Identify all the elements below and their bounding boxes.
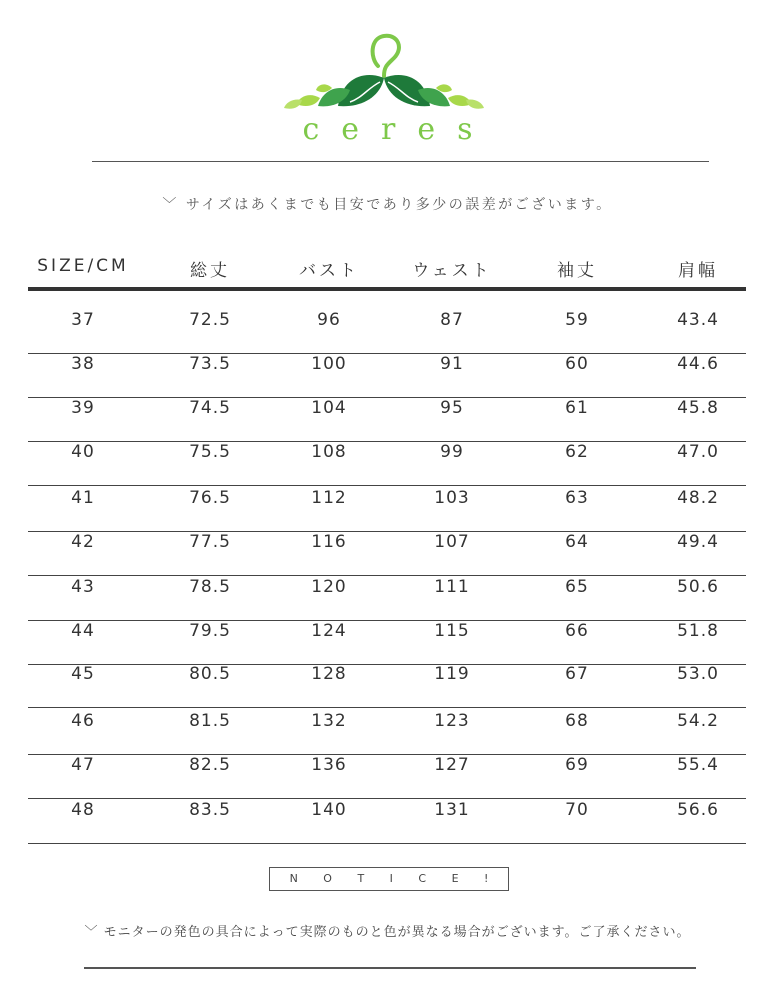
cell-size: 45 [71,664,95,684]
brand-name: ceres [302,112,495,147]
cell-length: 76.5 [189,488,231,508]
cell-sleeve: 59 [565,310,589,330]
cell-size: 44 [71,621,95,641]
cell-length: 72.5 [189,310,231,330]
color-disclaimer: ﹀ モニターの発色の具合によって実際のものと色が異なる場合がございます。ご了承ください。 [84,925,691,940]
header-length: 総丈 [190,261,230,281]
cell-length: 83.5 [189,800,231,820]
cell-length: 78.5 [189,577,231,597]
cell-length: 82.5 [189,755,231,775]
row-divider [28,798,746,799]
table-row [28,664,746,708]
cell-shoulder: 51.8 [677,621,719,641]
cell-size: 40 [71,442,95,462]
notice-label: N O T I C E ! [269,867,509,891]
cell-sleeve: 67 [565,664,589,684]
cell-waist: 99 [440,442,464,462]
row-divider [28,485,746,486]
cell-size: 41 [71,488,95,508]
cell-shoulder: 48.2 [677,488,719,508]
table-row [28,532,746,576]
cell-bust: 136 [311,755,347,775]
cell-waist: 103 [434,488,470,508]
cell-bust: 124 [311,621,347,641]
cell-bust: 140 [311,800,347,820]
cell-shoulder: 43.4 [677,310,719,330]
cell-size: 46 [71,711,95,731]
cell-size: 43 [71,577,95,597]
cell-waist: 127 [434,755,470,775]
cell-sleeve: 63 [565,488,589,508]
cell-waist: 87 [440,310,464,330]
table-header [28,248,746,290]
header-sleeve: 袖丈 [557,261,597,281]
cell-waist: 91 [440,354,464,374]
cell-size: 37 [71,310,95,330]
cell-waist: 131 [434,800,470,820]
row-divider [28,575,746,576]
cell-size: 47 [71,755,95,775]
table-row [28,621,746,665]
cell-length: 80.5 [189,664,231,684]
header-waist: ウェスト [412,261,492,281]
cell-size: 42 [71,532,95,552]
cell-shoulder: 55.4 [677,755,719,775]
cell-length: 75.5 [189,442,231,462]
cell-waist: 95 [440,398,464,418]
table-row [28,488,746,532]
cell-bust: 104 [311,398,347,418]
size-disclaimer: ﹀ サイズはあくまでも目安であり多少の誤差がございます。 [162,197,613,213]
cell-sleeve: 65 [565,577,589,597]
cell-waist: 119 [434,664,470,684]
table-row [28,711,746,755]
table-row [28,310,746,354]
header-bust: バスト [299,261,359,281]
table-row [28,354,746,398]
cell-bust: 120 [311,577,347,597]
cell-waist: 111 [434,577,470,597]
row-divider [28,843,746,844]
cell-shoulder: 49.4 [677,532,719,552]
cell-shoulder: 45.8 [677,398,719,418]
cell-shoulder: 47.0 [677,442,719,462]
cell-waist: 115 [434,621,470,641]
table-row [28,577,746,621]
cell-sleeve: 68 [565,711,589,731]
cell-shoulder: 50.6 [677,577,719,597]
cell-sleeve: 64 [565,532,589,552]
table-row [28,755,746,799]
cell-sleeve: 60 [565,354,589,374]
cell-bust: 108 [311,442,347,462]
cell-bust: 112 [311,488,347,508]
cell-sleeve: 69 [565,755,589,775]
cell-sleeve: 66 [565,621,589,641]
cell-bust: 96 [317,310,341,330]
cell-shoulder: 44.6 [677,354,719,374]
cell-shoulder: 56.6 [677,800,719,820]
table-row [28,442,746,486]
brand-logo [280,28,495,146]
cell-size: 38 [71,354,95,374]
cell-sleeve: 70 [565,800,589,820]
top-divider [92,161,709,162]
cell-sleeve: 61 [565,398,589,418]
row-divider [28,707,746,708]
cell-shoulder: 54.2 [677,711,719,731]
header-divider [28,287,746,291]
cell-size: 48 [71,800,95,820]
cell-length: 81.5 [189,711,231,731]
header-size: SIZE/CM [37,256,129,276]
table-row [28,800,746,844]
cell-waist: 107 [434,532,470,552]
bottom-divider [84,967,696,969]
table-row [28,398,746,442]
cell-sleeve: 62 [565,442,589,462]
cell-bust: 128 [311,664,347,684]
header-shoulder: 肩幅 [678,261,718,281]
cell-shoulder: 53.0 [677,664,719,684]
cell-size: 39 [71,398,95,418]
cell-waist: 123 [434,711,470,731]
cell-length: 79.5 [189,621,231,641]
cell-length: 73.5 [189,354,231,374]
size-table [28,248,746,820]
cell-bust: 100 [311,354,347,374]
cell-bust: 132 [311,711,347,731]
cell-length: 74.5 [189,398,231,418]
cell-length: 77.5 [189,532,231,552]
cell-bust: 116 [311,532,347,552]
